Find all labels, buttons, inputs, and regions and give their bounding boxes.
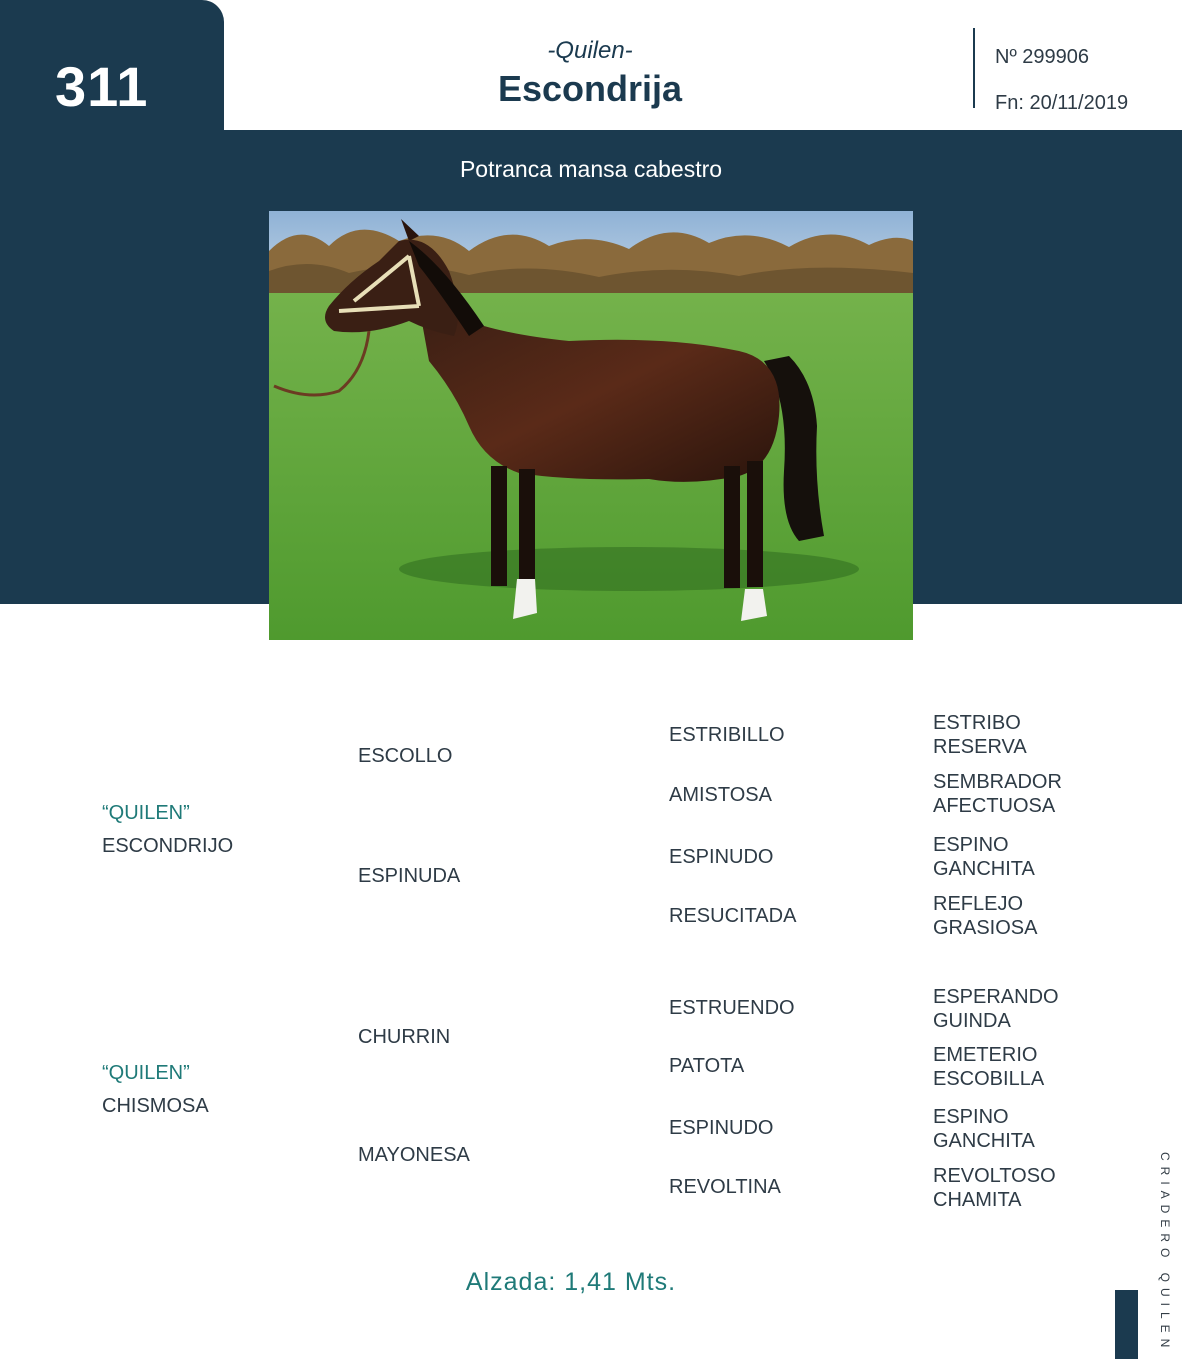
pedigree-gen4-dam: CHAMITA <box>933 1189 1022 1211</box>
pedigree-gen4-dam: GUINDA <box>933 1010 1011 1032</box>
horse-description: Potranca mansa cabestro <box>459 156 723 182</box>
breeder-name: CRIADERO QUILEN <box>1158 1152 1172 1354</box>
pedigree-gen4-dam: GANCHITA <box>933 1130 1035 1152</box>
horse-title <box>390 34 790 110</box>
pedigree-gen3-name: ESTRIBILLO <box>669 724 785 746</box>
pedigree-gen3-name: RESUCITADA <box>669 905 797 927</box>
pedigree-gen4-sire: ESPINO <box>933 1106 1009 1128</box>
registration-info <box>995 34 1128 126</box>
pedigree-gen3-name: REVOLTINA <box>669 1176 781 1198</box>
pedigree-gen4-dam: AFECTUOSA <box>933 795 1056 817</box>
horse-prefix: -Quilen- <box>547 37 633 64</box>
pedigree-gen3-name: ESPINUDO <box>669 1117 774 1139</box>
pedigree-gen4-dam: RESERVA <box>933 736 1027 758</box>
pedigree-gen4-dam: GANCHITA <box>933 858 1035 880</box>
pedigree-gen4-sire: ESPINO <box>933 834 1009 856</box>
horse-photo <box>269 211 913 640</box>
pedigree-gen4-sire: REVOLTOSO <box>933 1165 1056 1187</box>
breeder-accent-bar <box>1115 1290 1138 1359</box>
pedigree-gen4-sire: REFLEJO <box>933 893 1024 915</box>
paternal-granddam: ESPINUDA <box>358 865 461 887</box>
sire-prefix: “QUILEN” <box>102 802 190 824</box>
pedigree-gen4-sire: SEMBRADOR <box>933 771 1062 793</box>
pedigree-gen4-sire: EMETERIO <box>933 1044 1038 1066</box>
sire-name: ESCONDRIJO <box>102 835 234 857</box>
paternal-grandsire: ESCOLLO <box>358 745 453 767</box>
pedigree-gen4-dam: ESCOBILLA <box>933 1068 1045 1090</box>
birth-date: Fn: 20/11/2019 <box>995 92 1129 114</box>
horse-name: Escondrija <box>497 68 683 109</box>
pedigree-gen3-name: PATOTA <box>669 1055 745 1077</box>
dam-name: CHISMOSA <box>102 1095 209 1117</box>
pedigree-gen4-dam: GRASIOSA <box>933 917 1038 939</box>
lot-number-box <box>0 0 224 130</box>
registration-number: Nº 299906 <box>995 46 1090 68</box>
lot-number: 311 <box>55 55 149 118</box>
pedigree-gen4-sire: ESTRIBO <box>933 712 1021 734</box>
pedigree-gen4-sire: ESPERANDO <box>933 986 1059 1008</box>
maternal-grandsire: CHURRIN <box>358 1026 451 1048</box>
pedigree-gen3-name: AMISTOSA <box>669 784 772 806</box>
height-measurement: Alzada: 1,41 Mts. <box>465 1268 677 1296</box>
maternal-granddam: MAYONESA <box>358 1144 470 1166</box>
dam-prefix: “QUILEN” <box>102 1062 190 1084</box>
pedigree-gen3-name: ESTRUENDO <box>669 997 795 1019</box>
pedigree-gen3-name: ESPINUDO <box>669 846 774 868</box>
registration-divider <box>973 28 975 108</box>
